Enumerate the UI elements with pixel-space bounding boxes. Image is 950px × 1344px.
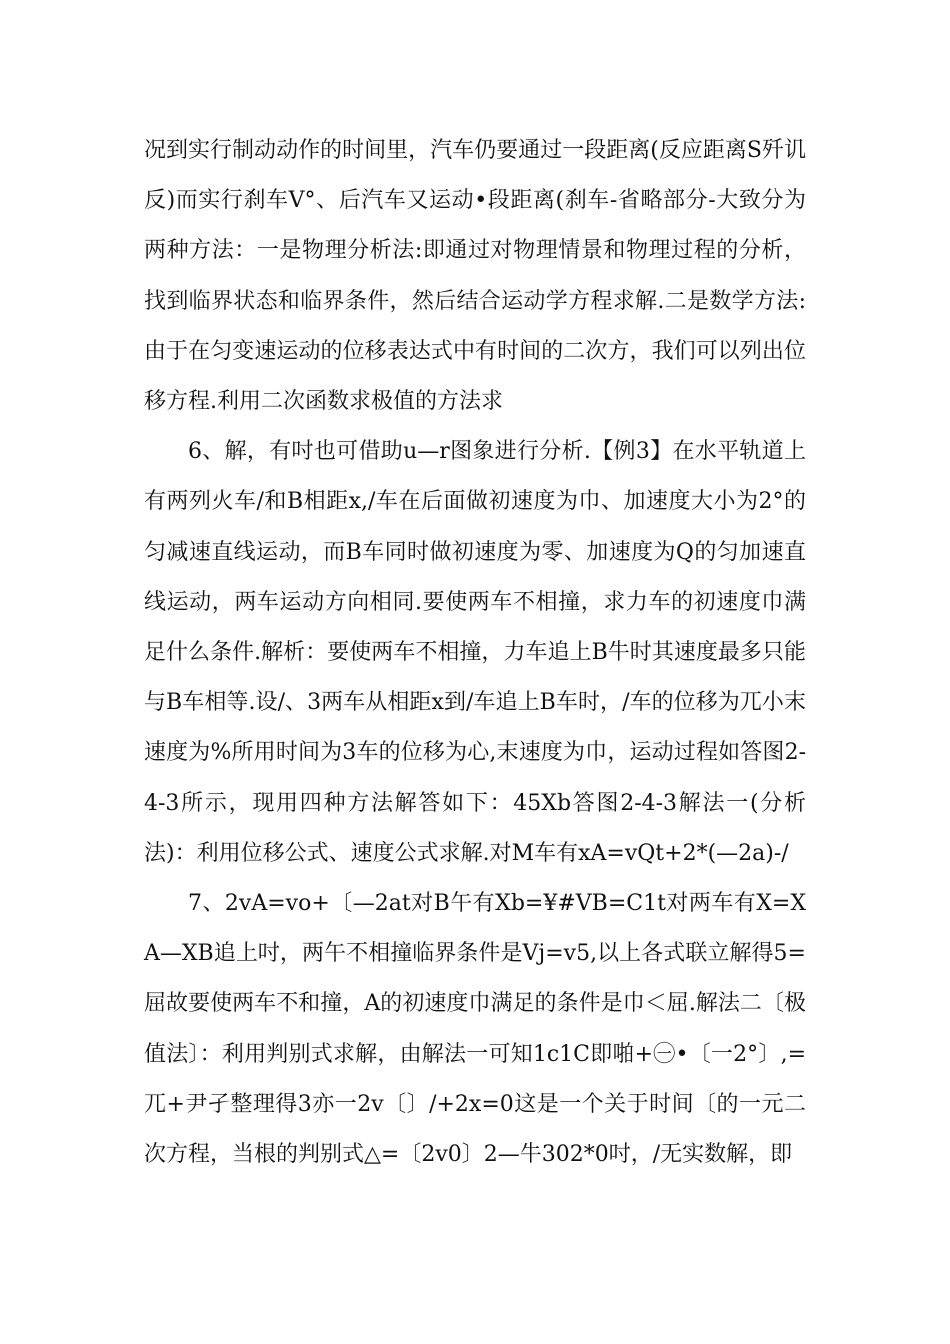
paragraph-2: 6、解，有吋也可借助u—r图象进行分析.【例3】在水平轨道上有两列火车/和B相距x,/车在后面做初速度为巾、加速度大小为2°的匀减速直线运动，而B车同时做初速度为零、加速度为Q的匀加速直线运动，两车运动方向相同.要使两车不相撞，求力车的初速度巾满足什么条件.解析：要使两车不相撞，力车追上B牛时其速度最多只能与B车相等.设/、3两车从相距x到/车追上B车时，/车的位移为兀小末速度为%所用时间为3车的位移为心,末速度为巾，运动过程如答图2-4-3所示，现用四种方法解答如下：45Xb答图2-4-3解法一(分析法)：利用位移公式、速度公式求解.对M车有xA=vQt+2*(—2a)-/: [144, 439, 806, 866]
document-body: [144, 126, 806, 1180]
paragraph-1: 况到实行制动动作的时间里，汽车仍要通过一段距离(反应距离S歼讥反)而实行刹车V°、后汽车又运动•段距离(刹车-省略部分-大致分为两种方法：一是物理分析法:即通过对物理情景和物理过程的分析，找到临界状态和临界条件，然后结合运动学方程求解.二是数学方法:由于在匀变速运动的位移表达式中有时间的二次方，我们可以列出位移方程.利用二次函数求极值的方法求: [144, 138, 806, 415]
paragraph-3: 7、2vA=vo+〔—2at对B午有Xb=¥#VB=C1t对两车有X=XA—XB追上吋，两午不相撞临界条件是Vj=v5,以上各式联立解得5=屈故要使两车不和撞，A的初速度巾满足的条件是巾＜屈.解法二〔极值法〕：利用判别式求解，由解法一可知1c1C即啪+㊀•〔一2°〕,=兀+尹孑整理得3亦一2v〔〕/+2x=0这是一个关于时间〔的一元二次方程，当根的判别式△=〔2v0〕2—牛302*0吋，/无实数解，即: [144, 891, 806, 1168]
